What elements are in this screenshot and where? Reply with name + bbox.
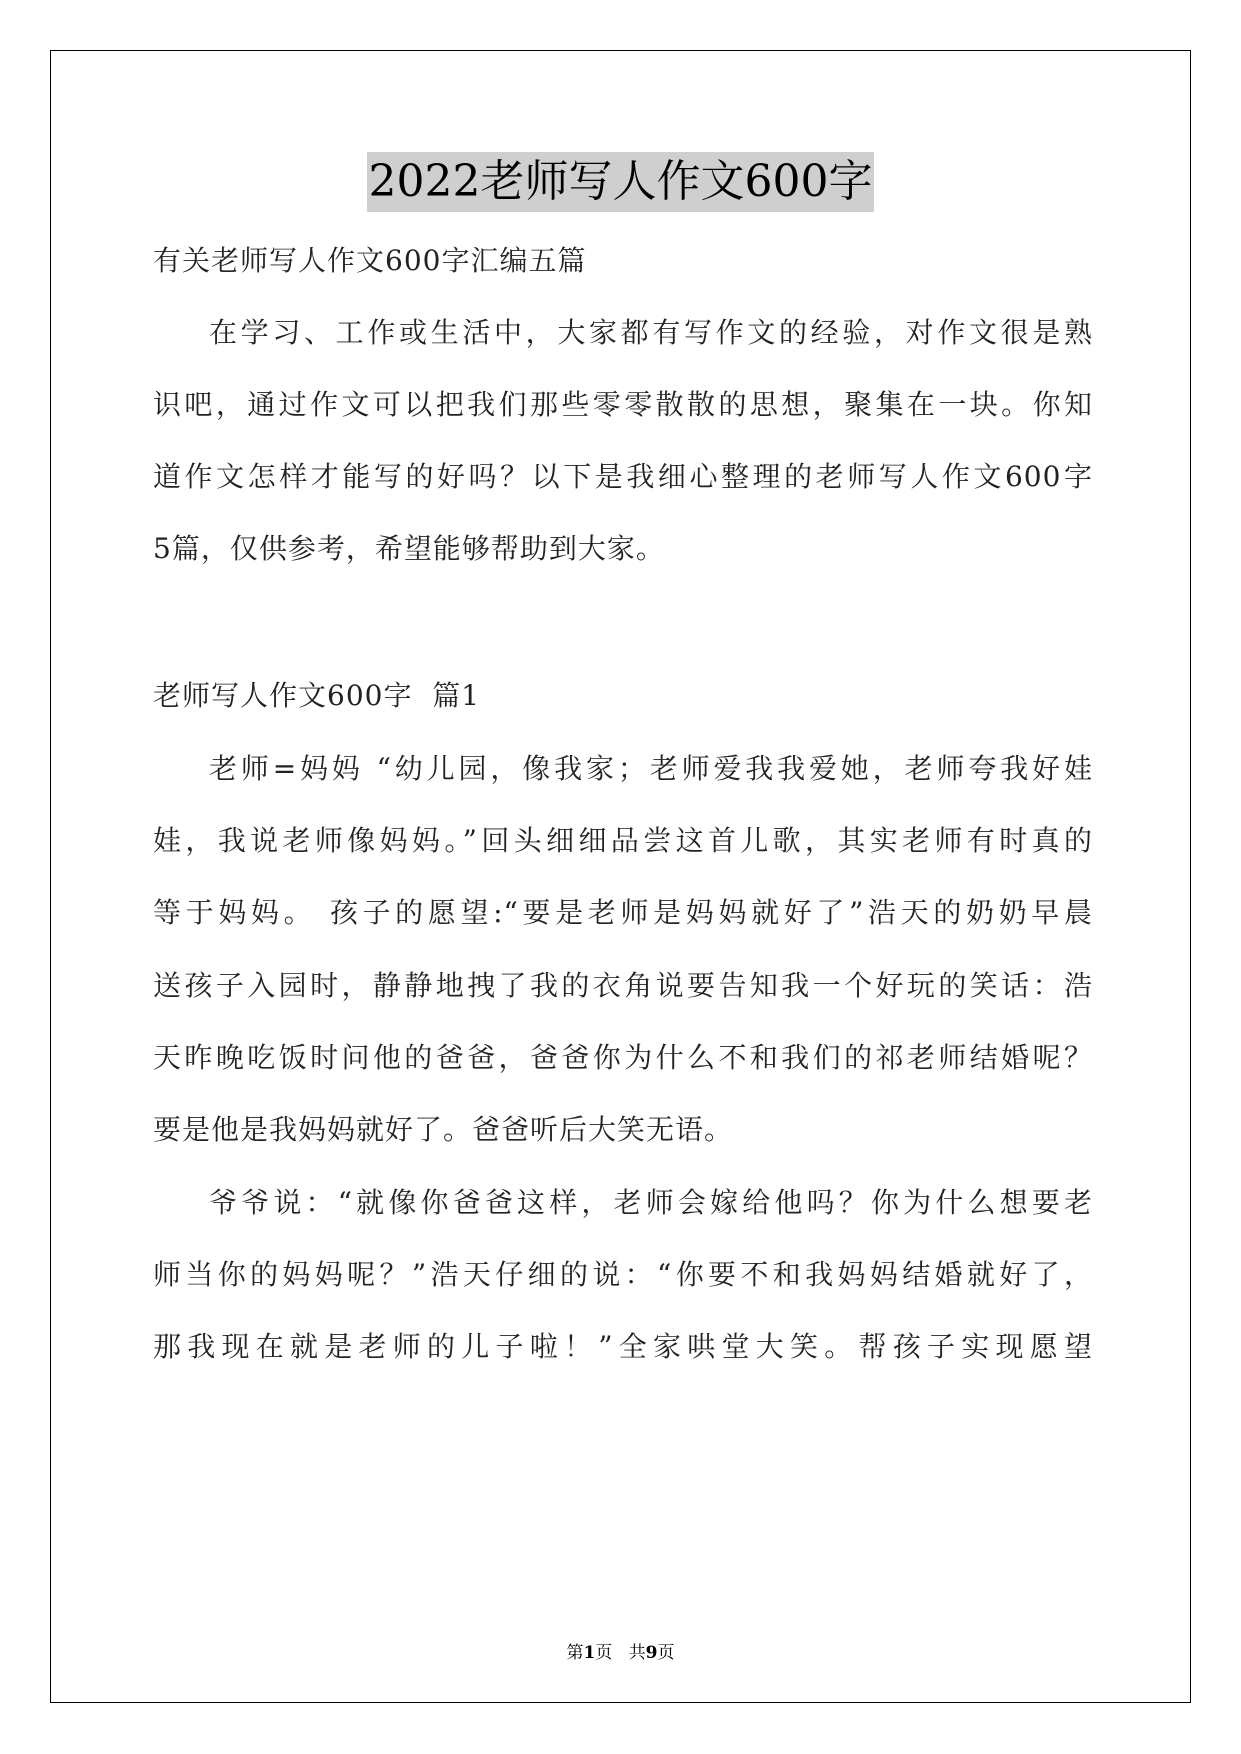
page-number: 1 [583,1643,596,1663]
section-heading: 老师写人作文600字 篇1 [153,679,481,712]
total-suffix: 页 [657,1643,675,1663]
intro-line-1: 在学习、工作或生活中，大家都有写作文的经验，对作文很是熟 [209,316,1093,349]
page-suffix: 页 [595,1643,613,1663]
total-prefix: 共 [628,1643,646,1663]
document-title: 2022老师写人作文600字 [367,152,875,212]
section-line-6: 要是他是我妈妈就好了。爸爸听后大笑无语。 [153,1113,734,1146]
section-line-3: 等于妈妈。 孩子的愿望:“要是老师是妈妈就好了”浩天的奶奶早晨 [153,896,1093,929]
section-line-4: 送孩子入园时，静静地拽了我的衣角说要告知我一个好玩的笑话：浩 [153,969,1093,1002]
intro-line-4: 5篇，仅供参考，希望能够帮助到大家。 [153,532,665,565]
page-prefix: 第 [566,1643,584,1663]
page-footer [0,1638,1241,1663]
intro-line-2: 识吧，通过作文可以把我们那些零零散散的思想，聚集在一块。你知 [153,388,1093,421]
intro-line-3: 道作文怎样才能写的好吗？以下是我细心整理的老师写人作文600字 [153,460,1093,493]
section-line-9: 那我现在就是老师的儿子啦！”全家哄堂大笑。帮孩子实现愿望 [153,1330,1093,1363]
section-line-1: 老师=妈妈 “幼儿园，像我家；老师爱我我爱她，老师夸我好娃 [209,752,1093,785]
total-pages: 9 [645,1643,658,1663]
section-line-5: 天昨晚吃饭时问他的爸爸，爸爸你为什么不和我们的祁老师结婚呢？ [153,1041,1093,1074]
section-line-8: 师当你的妈妈呢？”浩天仔细的说：“你要不和我妈妈结婚就好了， [153,1258,1093,1291]
title-container [0,152,1241,212]
section-line-7: 爷爷说：“就像你爸爸这样，老师会嫁给他吗？你为什么想要老 [209,1186,1093,1219]
document-subtitle: 有关老师写人作文600字汇编五篇 [153,244,587,277]
section-line-2: 娃，我说老师像妈妈。”回头细细品尝这首儿歌，其实老师有时真的 [153,824,1093,857]
page-border [50,50,1191,1703]
